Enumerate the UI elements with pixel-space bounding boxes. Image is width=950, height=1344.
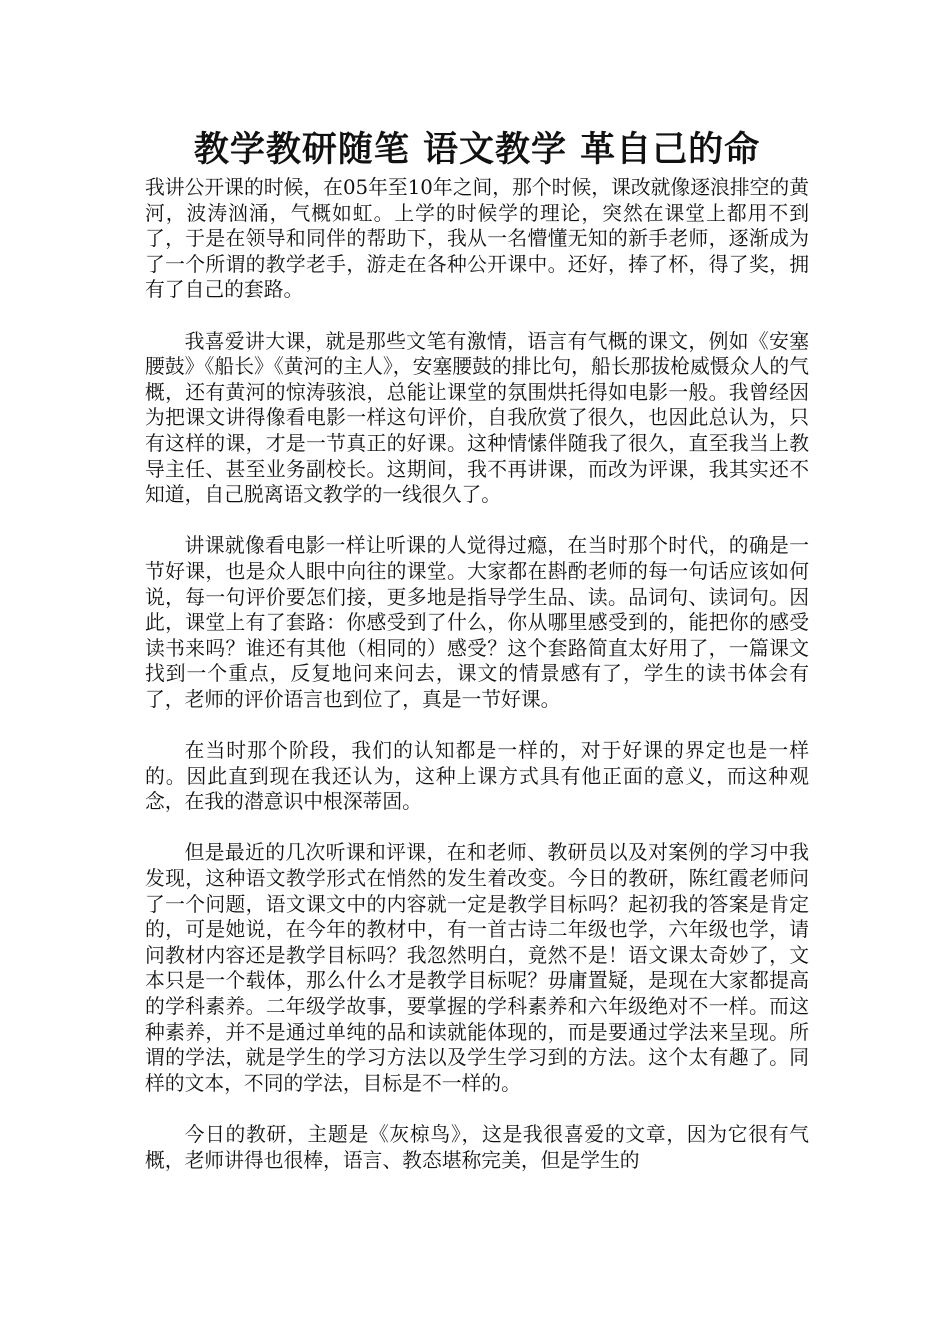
- paragraph-5: 但是最近的几次听课和评课，在和老师、教研员以及对案例的学习中我发现，这种语文教学形式在悄然的发生着改变。今日的教研，陈红霞老师问了一个问题，语文课文中的内容就一定是教学目标吗？起初我的答案是肯定的，可是她说，在今年的教材中，有一首古诗二年级也学，六年级也学，请问教材内容还是教学目标吗？我忽然明白，竟然不是！语文课太奇妙了，文本只是一个载体，那么什么才是教学目标呢？毋庸置疑，是现在大家都提高的学科素养。二年级学故事，要掌握的学科素养和六年级绝对不一样。而这种素养，并不是通过单纯的品和读就能体现的，而是要通过学法来呈现。所谓的学法，就是学生的学习方法以及学生学习到的方法。这个太有趣了。同样的文本，不同的学法，目标是不一样的。: [145, 841, 809, 1095]
- document-title: 教学教研随笔 语文教学 革自己的命: [193, 130, 761, 170]
- paragraph-6: 今日的教研，主题是《灰椋鸟》，这是我很喜爱的文章，因为它很有气概，老师讲得也很棒，语言、教态堪称完美，但是学生的: [145, 1122, 809, 1172]
- paragraph-4: 在当时那个阶段，我们的认知都是一样的，对于好课的界定也是一样的。因此直到现在我还认为，这种上课方式具有他正面的意义，而这种观念，在我的潜意识中根深蒂固。: [145, 739, 809, 814]
- document-page: [145, 124, 809, 1199]
- paragraph-3: 讲课就像看电影一样让听课的人觉得过瘾，在当时那个时代，的确是一节好课，也是众人眼中向往的课堂。大家都在斟酌老师的每一句话应该如何说，每一句评价要怎们接，更多地是指导学生品、读。品词句、读词句。因此，课堂上有了套路：你感受到了什么，你从哪里感受到的，能把你的感受读书来吗？谁还有其他（相同的）感受？这个套路简直太好用了，一篇课文找到一个重点，反复地问来问去，课文的情景感有了，学生的读书体会有了，老师的评价语言也到位了，真是一节好课。: [145, 534, 809, 711]
- paragraph-2: 我喜爱讲大课，就是那些文笔有激情，语言有气概的课文，例如《安塞腰鼓》《船长》《黄河的主人》，安塞腰鼓的排比句，船长那拔枪威慑众人的气概，还有黄河的惊涛骇浪，总能让课堂的氛围烘托得如电影一般。我曾经因为把课文讲得像看电影一样这句评价，自我欣赏了很久，也因此总认为，只有这样的课，才是一节真正的好课。这种情愫伴随我了很久，直至我当上教导主任、甚至业务副校长。这期间，我不再讲课，而改为评课，我其实还不知道，自己脱离语文教学的一线很久了。: [145, 329, 809, 507]
- paragraph-1: 我讲公开课的时候，在05年至10年之间，那个时候，课改就像逐浪排空的黄河，波涛汹涌，气概如虹。上学的时候学的理论，突然在课堂上都用不到了，于是在领导和同伴的帮助下，我从一名懵懂无知的新手老师，逐渐成为了一个所谓的教学老手，游走在各种公开课中。还好，捧了杯，得了奖，拥有了自己的套路。: [145, 176, 809, 302]
